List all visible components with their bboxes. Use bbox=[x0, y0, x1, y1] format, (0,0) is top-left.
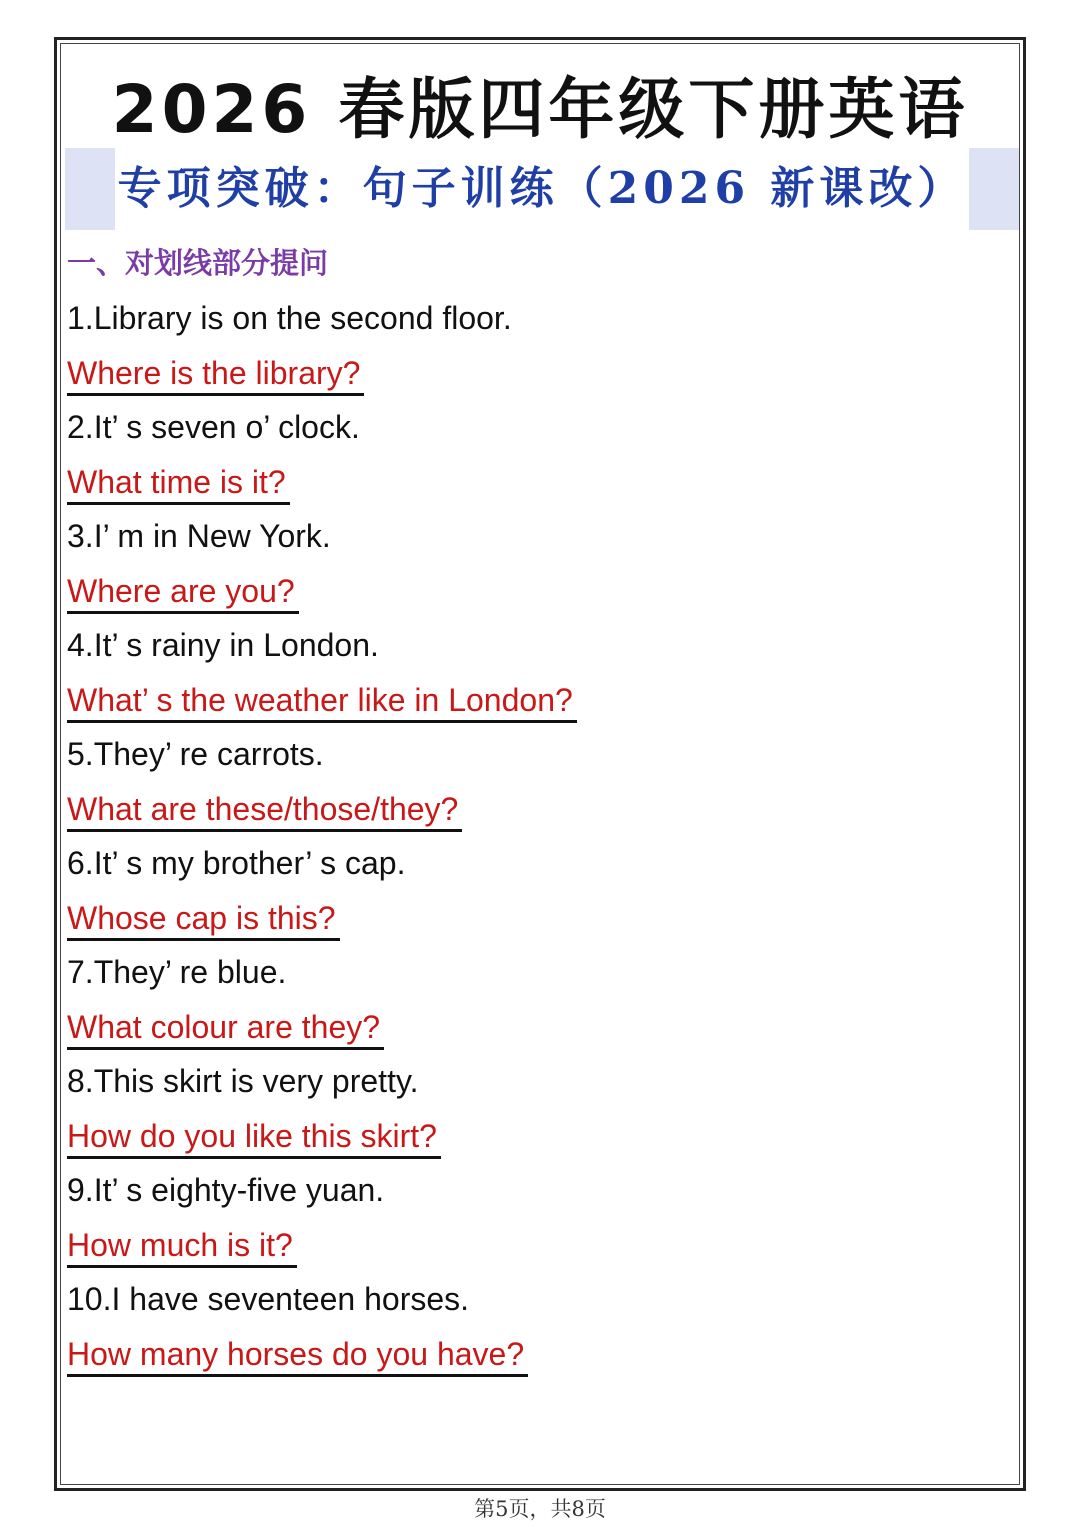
answer-6-text: Whose cap is this? bbox=[67, 898, 340, 941]
question-10: 10.I have seventeen horses. bbox=[67, 1281, 470, 1317]
answer-3-text: Where are you? bbox=[67, 571, 299, 614]
question-6: 6.It’ s my brother’ s cap. bbox=[67, 845, 406, 881]
answer-7-text: What colour are they? bbox=[67, 1007, 384, 1050]
answer-10 bbox=[67, 1327, 967, 1382]
question-9: 9.It’ s eighty-five yuan. bbox=[67, 1172, 385, 1208]
section-heading: 一、对划线部分提问 bbox=[67, 246, 329, 280]
answer-9-text: How much is it? bbox=[67, 1225, 297, 1268]
question-4: 4.It’ s rainy in London. bbox=[67, 627, 379, 663]
question-8: 8.This skirt is very pretty. bbox=[67, 1063, 419, 1099]
page-title: 2026 春版四年级下册英语 bbox=[111, 71, 969, 148]
answer-7 bbox=[67, 1000, 967, 1055]
answer-5-text: What are these/those/they? bbox=[67, 789, 462, 832]
page-number-footer: 第5页，共8页 bbox=[474, 1497, 606, 1521]
qa-list bbox=[67, 291, 967, 1381]
question-7: 7.They’ re blue. bbox=[67, 954, 287, 990]
answer-9 bbox=[67, 1218, 967, 1273]
subtitle-band bbox=[65, 148, 1019, 230]
answer-3 bbox=[67, 564, 967, 619]
answer-2-text: What time is it? bbox=[67, 462, 290, 505]
question-3: 3.I’ m in New York. bbox=[67, 518, 331, 554]
page-border bbox=[54, 37, 1026, 1491]
answer-1 bbox=[67, 346, 967, 401]
answer-6 bbox=[67, 891, 967, 946]
question-5: 5.They’ re carrots. bbox=[67, 736, 324, 772]
answer-2 bbox=[67, 455, 967, 510]
answer-8 bbox=[67, 1109, 967, 1164]
page-subtitle: 专项突破：句子训练（2026 新课改） bbox=[117, 163, 967, 214]
answer-1-text: Where is the library? bbox=[67, 353, 364, 396]
answer-4 bbox=[67, 673, 967, 728]
answer-8-text: How do you like this skirt? bbox=[67, 1116, 441, 1159]
answer-5 bbox=[67, 782, 967, 837]
answer-4-text: What’ s the weather like in London? bbox=[67, 680, 577, 723]
question-2: 2.It’ s seven o’ clock. bbox=[67, 409, 360, 445]
question-1: 1.Library is on the second floor. bbox=[67, 300, 512, 336]
answer-10-text: How many horses do you have? bbox=[67, 1334, 528, 1377]
